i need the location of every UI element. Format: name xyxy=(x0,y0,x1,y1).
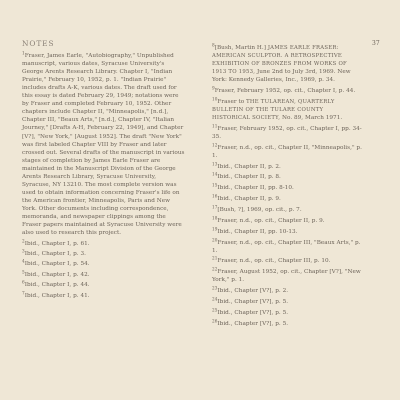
footnote-text: Ibid., Chapter [V?], p. 5. xyxy=(217,298,289,305)
footnote-text: Fraser, James Earle, "Autobiography," Unpublished manuscript, various dates, Syracuse University's George Arents Research Library. Chapter I, "Indian Prairie," February 10, 1952, p. 1. "Indian Prairie" includes drafts A-K, various dates. The draft used for this essay is dated February 29, 1949; notations were by Fraser and completed February 10, 1952. Other chapters include Chapter II, "Minneapolis," [n.d.], Chapter III, "Beaux Arts," [n.d.], Chapter IV, "Italian Journey," [Drafts A-H, February 22, 1949], and Chapter [V?], "New York," [August 1952]. The draft "New York" was first labeled Chapter VIII by Fraser and later crossed out. Several drafts of the manuscript in various stages of completion by James Earle Fraser are maintained in the Manuscript Division of the George Arents Research Library, Syracuse University, Syracuse, NY 13210. The most complete version was used to obtain information concerning Fraser's life on the American frontier, Minneapolis, Paris and New York. Other documents including correspondence, memoranda, and newspaper clippings among the Fraser papers maintained at Syracuse University were also used to research this project. xyxy=(22,53,185,237)
footnote xyxy=(212,163,362,171)
notes-heading: NOTES xyxy=(22,39,55,48)
footnote xyxy=(212,206,362,214)
footnote-number: 10 xyxy=(212,96,218,102)
footnote-number: 22 xyxy=(212,266,218,272)
footnote-number: 23 xyxy=(212,285,218,291)
footnote-text: Ibid., Chapter II, p. 8. xyxy=(217,174,281,181)
footnote xyxy=(212,287,362,295)
footnote xyxy=(22,292,185,300)
footnote xyxy=(22,240,185,248)
footnote xyxy=(22,271,185,279)
footnote-number: 24 xyxy=(212,296,218,302)
left-notes-list xyxy=(22,52,185,300)
footnote-text: Ibid., Chapter I, p. 44. xyxy=(24,282,90,289)
footnote xyxy=(22,250,185,258)
footnote-number: 9 xyxy=(212,85,215,91)
right-notes-list xyxy=(212,44,362,328)
footnote-number: 15 xyxy=(212,182,218,188)
footnote-text: Ibid., Chapter II, p. 2. xyxy=(217,163,281,170)
footnote-number: 5 xyxy=(22,269,25,275)
footnote-text: Fraser to xyxy=(217,98,247,105)
footnote-number: 1 xyxy=(22,50,25,56)
footnote-text-continued: June 2nd to July 3rd, 1969. New York: Kennedy Galleries, Inc., 1969, p. 34. xyxy=(212,69,351,84)
footnote-text: Fraser, n.d., op. cit., Chapter II, "Minneapolis," p. 1. xyxy=(212,144,362,159)
footnote-number: 26 xyxy=(212,318,218,324)
footnote-text: Ibid., Chapter I, p. 42. xyxy=(24,271,90,278)
footnote xyxy=(212,87,362,95)
footnote-text: Ibid., Chapter [V?], p. 5. xyxy=(217,320,289,327)
footnote xyxy=(212,144,362,160)
footnote-text-continued: No. 89, March 1971. xyxy=(280,114,343,121)
footnote-small-caps-title: THE TULAREAN, QUARTERLY BULLETIN OF THE TULARE COUNTY HISTORICAL SOCIETY, xyxy=(212,98,335,121)
footnote-number: 20 xyxy=(212,237,218,243)
footnote xyxy=(212,217,362,225)
page-number: 37 xyxy=(372,40,380,47)
footnote-text: [Bush, ?], 1969, op. cit., p. 7. xyxy=(217,206,302,213)
footnote-text: Ibid., Chapter [V?], p. 5. xyxy=(217,309,289,316)
footnote-number: 12 xyxy=(212,142,218,148)
footnote-text: Ibid., Chapter I, p. 3. xyxy=(24,250,86,257)
footnote-number: 25 xyxy=(212,307,218,313)
footnote-number: 14 xyxy=(212,172,218,178)
footnote-number: 4 xyxy=(22,259,25,264)
footnote xyxy=(22,52,185,237)
footnote xyxy=(212,298,362,306)
footnote-number: 19 xyxy=(212,226,218,232)
footnote xyxy=(212,268,362,284)
footnote xyxy=(212,320,362,328)
left-column xyxy=(22,40,185,302)
footnote xyxy=(212,184,362,192)
footnote xyxy=(212,173,362,181)
footnote-number: 3 xyxy=(22,248,25,254)
footnote-text: Ibid., Chapter I, p. 54. xyxy=(24,261,90,268)
footnote-number: 17 xyxy=(212,204,218,210)
footnote-text: Fraser, n.d., op. cit., Chapter III, "Beaux Arts," p. 1. xyxy=(212,239,361,254)
footnote-text: Fraser, February 1952, op. cit., Chapter I, p. 44. xyxy=(214,88,356,95)
footnote xyxy=(212,125,362,141)
footnote-text: Ibid., Chapter II, pp. 10-13. xyxy=(217,228,298,235)
footnote-text: Ibid., Chapter II, p. 9. xyxy=(217,196,281,203)
footnote xyxy=(212,44,362,84)
footnote-text: [Bush, Martin H.] xyxy=(214,45,268,51)
footnote xyxy=(212,257,362,265)
footnote xyxy=(212,239,362,255)
footnote xyxy=(212,228,362,236)
footnote-text: Fraser, n.d., op. cit., Chapter III, p. 10. xyxy=(217,258,331,265)
footnote-number: 13 xyxy=(212,161,218,167)
footnote-number: 8 xyxy=(212,42,215,48)
footnote-small-caps-title: JAMES EARLE FRASER: AMERICAN SCULPTOR. A RETROSPECTIVE EXHIBITION OF BRONZES FROM WORKS OF 1913 TO 1953, xyxy=(212,45,347,76)
footnote-number: 16 xyxy=(212,193,218,199)
footnote-number: 18 xyxy=(212,215,218,221)
footnote xyxy=(22,260,185,268)
footnote xyxy=(212,309,362,317)
right-column xyxy=(212,44,362,331)
footnote-number: 6 xyxy=(22,279,25,285)
footnote xyxy=(212,98,362,122)
footnote xyxy=(212,195,362,203)
footnote-number: 7 xyxy=(22,290,25,296)
footnote-text: Fraser, August 1952, op. cit., Chapter [V?], "New York," p. 1. xyxy=(212,269,361,284)
footnote-text: Ibid., Chapter I, p. 61. xyxy=(24,240,90,247)
footnote-text: Ibid., Chapter I, p. 41. xyxy=(24,292,90,299)
footnote-number: 2 xyxy=(22,238,25,244)
footnote-text: Ibid., Chapter II, pp. 8-10. xyxy=(217,185,294,192)
footnote-text: Fraser, n.d., op. cit., Chapter II, p. 9. xyxy=(217,217,325,224)
footnote-number: 11 xyxy=(212,123,218,129)
footnote-text: Fraser, February 1952, op. cit., Chapter I, pp. 34-35. xyxy=(212,125,362,140)
footnote-number: 21 xyxy=(212,256,218,261)
footnote-text: Ibid., Chapter [V?], p. 2. xyxy=(217,288,289,295)
footnote xyxy=(22,281,185,289)
